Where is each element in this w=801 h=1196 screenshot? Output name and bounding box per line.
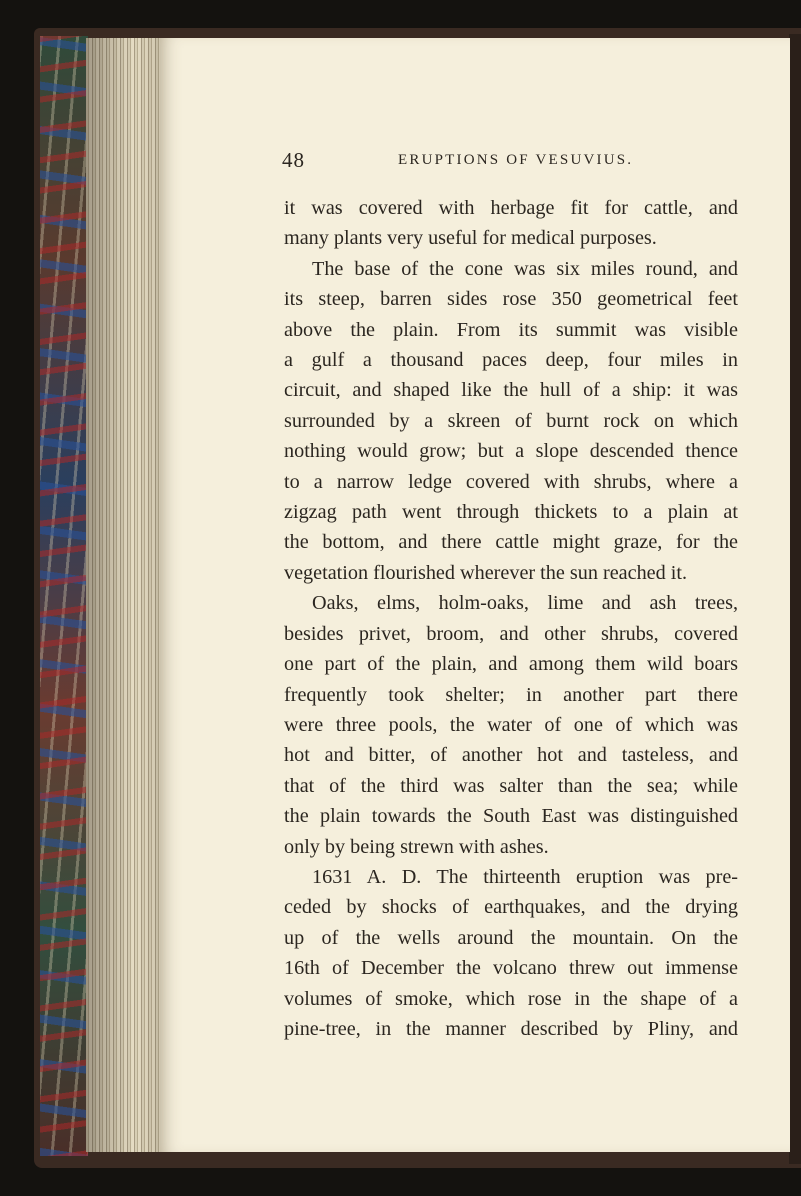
text-line: pine-tree, in the manner described by Pliny, and: [284, 1017, 738, 1040]
text-line: volumes of smoke, which rose in the shape of a: [284, 987, 738, 1010]
text-line: The base of the cone was six miles round, and: [312, 257, 738, 280]
text-line: above the plain. From its summit was visible: [284, 318, 738, 341]
running-head: ERUPTIONS OF VESUVIUS.: [398, 152, 634, 168]
page-number: 48: [282, 148, 305, 172]
page-edges-shadow: [86, 38, 166, 1152]
text-line: vegetation flourished wherever the sun reached it.: [284, 561, 688, 584]
text-line: only by being strewn with ashes.: [284, 835, 549, 858]
text-line: 1631 A. D. The thirteenth eruption was pre-: [312, 865, 738, 888]
text-line: frequently took shelter; in another part there: [284, 683, 738, 706]
text-line: circuit, and shaped like the hull of a ship: it was: [284, 379, 738, 402]
text-line: to a narrow ledge covered with shrubs, where a: [284, 470, 738, 493]
text-line: 16th of December the volcano threw out immense: [284, 957, 738, 980]
text-line: a gulf a thousand paces deep, four miles in: [284, 349, 738, 372]
text-line: that of the third was salter than the sea; while: [284, 774, 738, 797]
body-text: [284, 193, 738, 1044]
text-line: it was covered with herbage fit for cattle, and: [284, 197, 738, 219]
text-line: many plants very useful for medical purposes.: [284, 227, 657, 250]
marbled-endpaper: [40, 36, 88, 1156]
text-line: its steep, barren sides rose 350 geometrical feet: [284, 288, 738, 311]
cover-edge-right: [789, 34, 801, 1164]
text-line: were three pools, the water of one of which was: [284, 713, 738, 736]
text-line: surrounded by a skreen of burnt rock on which: [284, 409, 738, 432]
text-line: the bottom, and there cattle might graze, for the: [284, 531, 738, 554]
text-line: besides privet, broom, and other shrubs, covered: [284, 622, 738, 645]
text-line: hot and bitter, of another hot and tasteless, and: [284, 744, 738, 767]
text-line: Oaks, elms, holm-oaks, lime and ash trees,: [312, 592, 738, 615]
text-line: ceded by shocks of earthquakes, and the drying: [284, 896, 738, 919]
page-header: [282, 148, 762, 178]
text-line: zigzag path went through thickets to a plain at: [284, 501, 738, 524]
text-line: the plain towards the South East was distinguished: [284, 805, 738, 828]
text-line: nothing would grow; but a slope descended thence: [284, 440, 738, 463]
text-line: up of the wells around the mountain. On the: [284, 926, 738, 949]
text-line: one part of the plain, and among them wild boars: [284, 653, 738, 676]
